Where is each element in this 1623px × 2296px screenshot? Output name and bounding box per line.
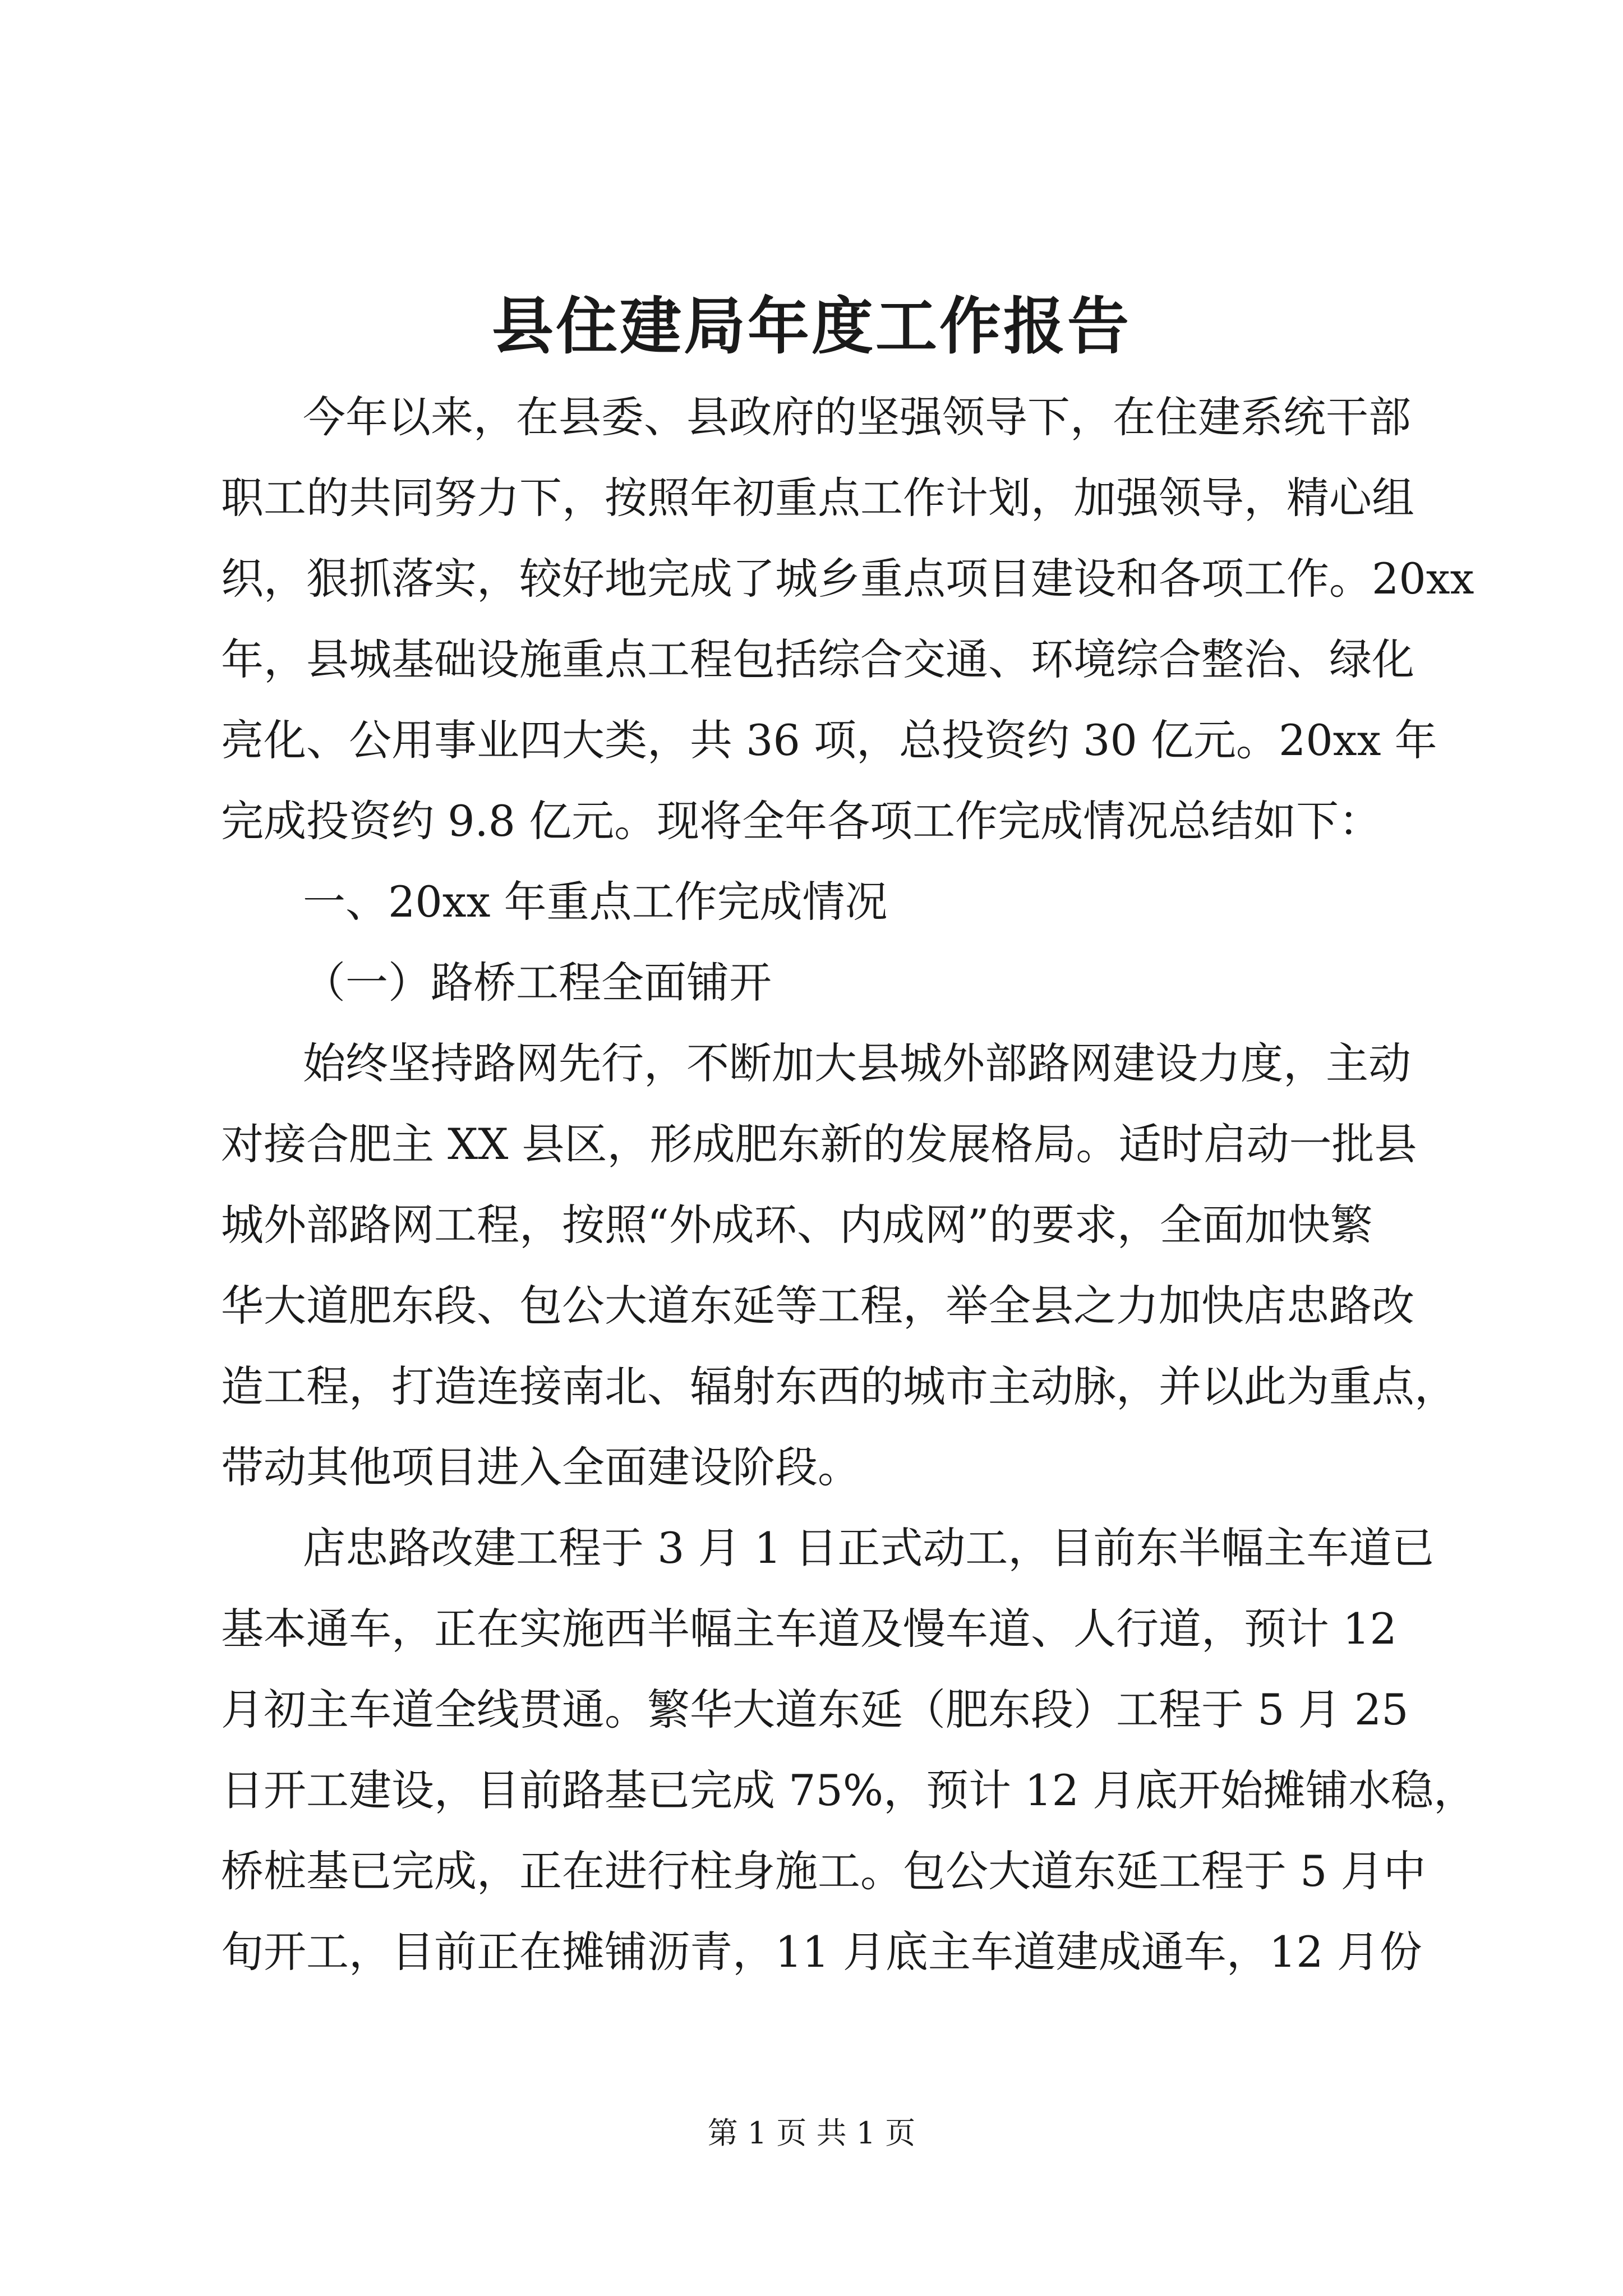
subsection-heading: （一）路桥工程全面铺开 <box>303 958 772 1007</box>
paragraph-line: 华大道肥东段、包公大道东延等工程，举全县之力加快店忠路改 <box>221 1281 1414 1331</box>
paragraph-line: 造工程，打造连接南北、辐射东西的城市主动脉，并以此为重点， <box>221 1361 1457 1411</box>
paragraph-line: 月初主车道全线贯通。繁华大道东延（肥东段）工程于 5 月 25 <box>221 1685 1409 1734</box>
paragraph-line: 职工的共同努力下，按照年初重点工作计划，加强领导，精心组 <box>221 473 1414 523</box>
paragraph-line: 亮化、公用事业四大类，共 36 项，总投资约 30 亿元。20xx 年 <box>221 715 1437 765</box>
paragraph-line: 店忠路改建工程于 3 月 1 日正式动工，目前东半幅主车道已 <box>303 1523 1435 1573</box>
paragraph-line: 对接合肥主 XX 县区，形成肥东新的发展格局。适时启动一批县 <box>221 1119 1417 1169</box>
paragraph-line: 桥桩基已完成，正在进行柱身施工。包公大道东延工程于 5 月中 <box>221 1846 1426 1896</box>
page-footer: 第 1 页 共 1 页 <box>707 2115 916 2151</box>
paragraph-line: 年，县城基础设施重点工程包括综合交通、环境综合整治、绿化 <box>221 634 1414 684</box>
paragraph-line: 基本通车，正在实施西半幅主车道及慢车道、人行道，预计 12 <box>221 1604 1397 1654</box>
paragraph-line: 今年以来，在县委、县政府的坚强领导下，在住建系统干部 <box>303 392 1411 442</box>
section-heading: 一、20xx 年重点工作完成情况 <box>303 877 888 927</box>
paragraph-line: 旬开工，目前正在摊铺沥青，11 月底主车道建成通车，12 月份 <box>221 1927 1422 1977</box>
paragraph-line: 完成投资约 9.8 亿元。现将全年各项工作完成情况总结如下： <box>221 796 1382 846</box>
paragraph-line: 带动其他项目进入全面建设阶段。 <box>221 1442 860 1492</box>
paragraph-line: 始终坚持路网先行，不断加大县城外部路网建设力度，主动 <box>303 1038 1411 1088</box>
paragraph-line: 织，狠抓落实，较好地完成了城乡重点项目建设和各项工作。20xx <box>221 554 1474 604</box>
paragraph-line: 城外部路网工程，按照“外成环、内成网”的要求，全面加快繁 <box>221 1200 1373 1250</box>
paragraph-line: 日开工建设，目前路基已完成 75%，预计 12 月底开始摊铺水稳， <box>221 1765 1477 1815</box>
document-title: 县住建局年度工作报告 <box>492 290 1131 362</box>
